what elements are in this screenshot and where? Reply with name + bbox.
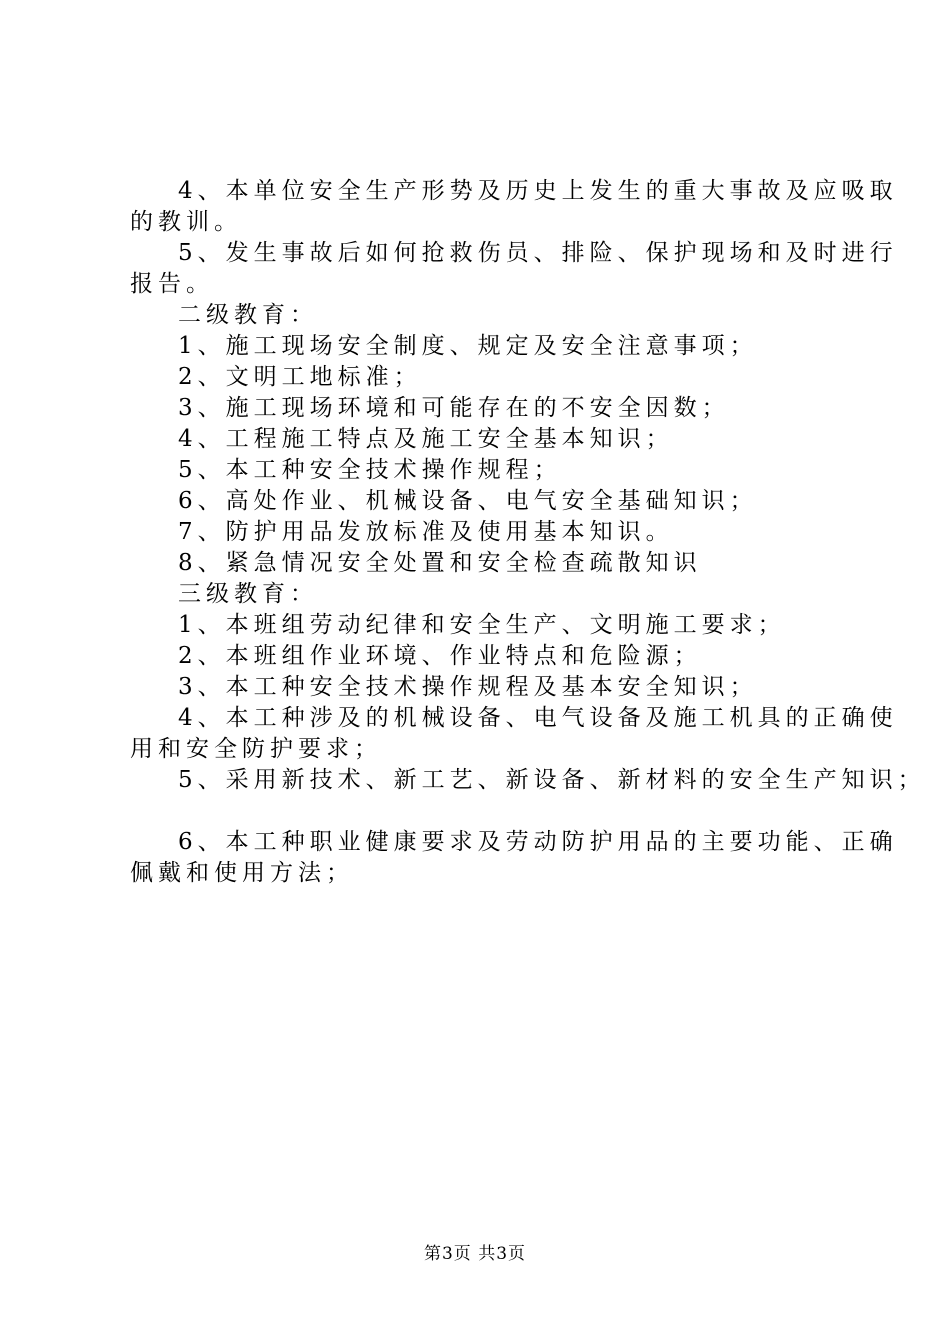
list-item: 1、施工现场安全制度、规定及安全注意事项； [178, 333, 758, 359]
list-item: 5、本工种安全技术操作规程； [178, 457, 562, 483]
list-item: 6、高处作业、机械设备、电气安全基础知识； [178, 488, 758, 514]
list-item: 6、本工种职业健康要求及劳动防护用品的主要功能、正确 [178, 829, 898, 855]
list-item: 7、防护用品发放标准及使用基本知识。 [178, 519, 674, 545]
list-item: 1、本班组劳动纪律和安全生产、文明施工要求； [178, 612, 786, 638]
list-item: 2、本班组作业环境、作业特点和危险源； [178, 643, 702, 669]
paragraph-line: 的教训。 [130, 209, 242, 235]
list-item: 3、施工现场环境和可能存在的不安全因数； [178, 395, 730, 421]
list-item: 4、本工种涉及的机械设备、电气设备及施工机具的正确使 [178, 705, 898, 731]
section-heading: 三级教育： [178, 581, 318, 607]
list-item: 3、本工种安全技术操作规程及基本安全知识； [178, 674, 758, 700]
list-item: 5、采用新技术、新工艺、新设备、新材料的安全生产知识； [178, 767, 926, 793]
list-item-continuation: 用和安全防护要求； [130, 736, 382, 762]
paragraph-line: 4、本单位安全生产形势及历史上发生的重大事故及应吸取 [178, 178, 898, 204]
list-item: 4、工程施工特点及施工安全基本知识； [178, 426, 674, 452]
blank-line [130, 796, 850, 827]
section-heading: 二级教育： [178, 302, 318, 328]
list-item-continuation: 佩戴和使用方法； [130, 860, 354, 886]
page-number: 第3页 共3页 [423, 1244, 527, 1264]
list-item: 2、文明工地标准； [178, 364, 422, 390]
paragraph-line: 报告。 [130, 271, 214, 297]
list-item: 8、紧急情况安全处置和安全检查疏散知识 [178, 550, 702, 576]
document-body [130, 176, 926, 889]
paragraph-line: 5、发生事故后如何抢救伤员、排险、保护现场和及时进行 [178, 240, 898, 266]
